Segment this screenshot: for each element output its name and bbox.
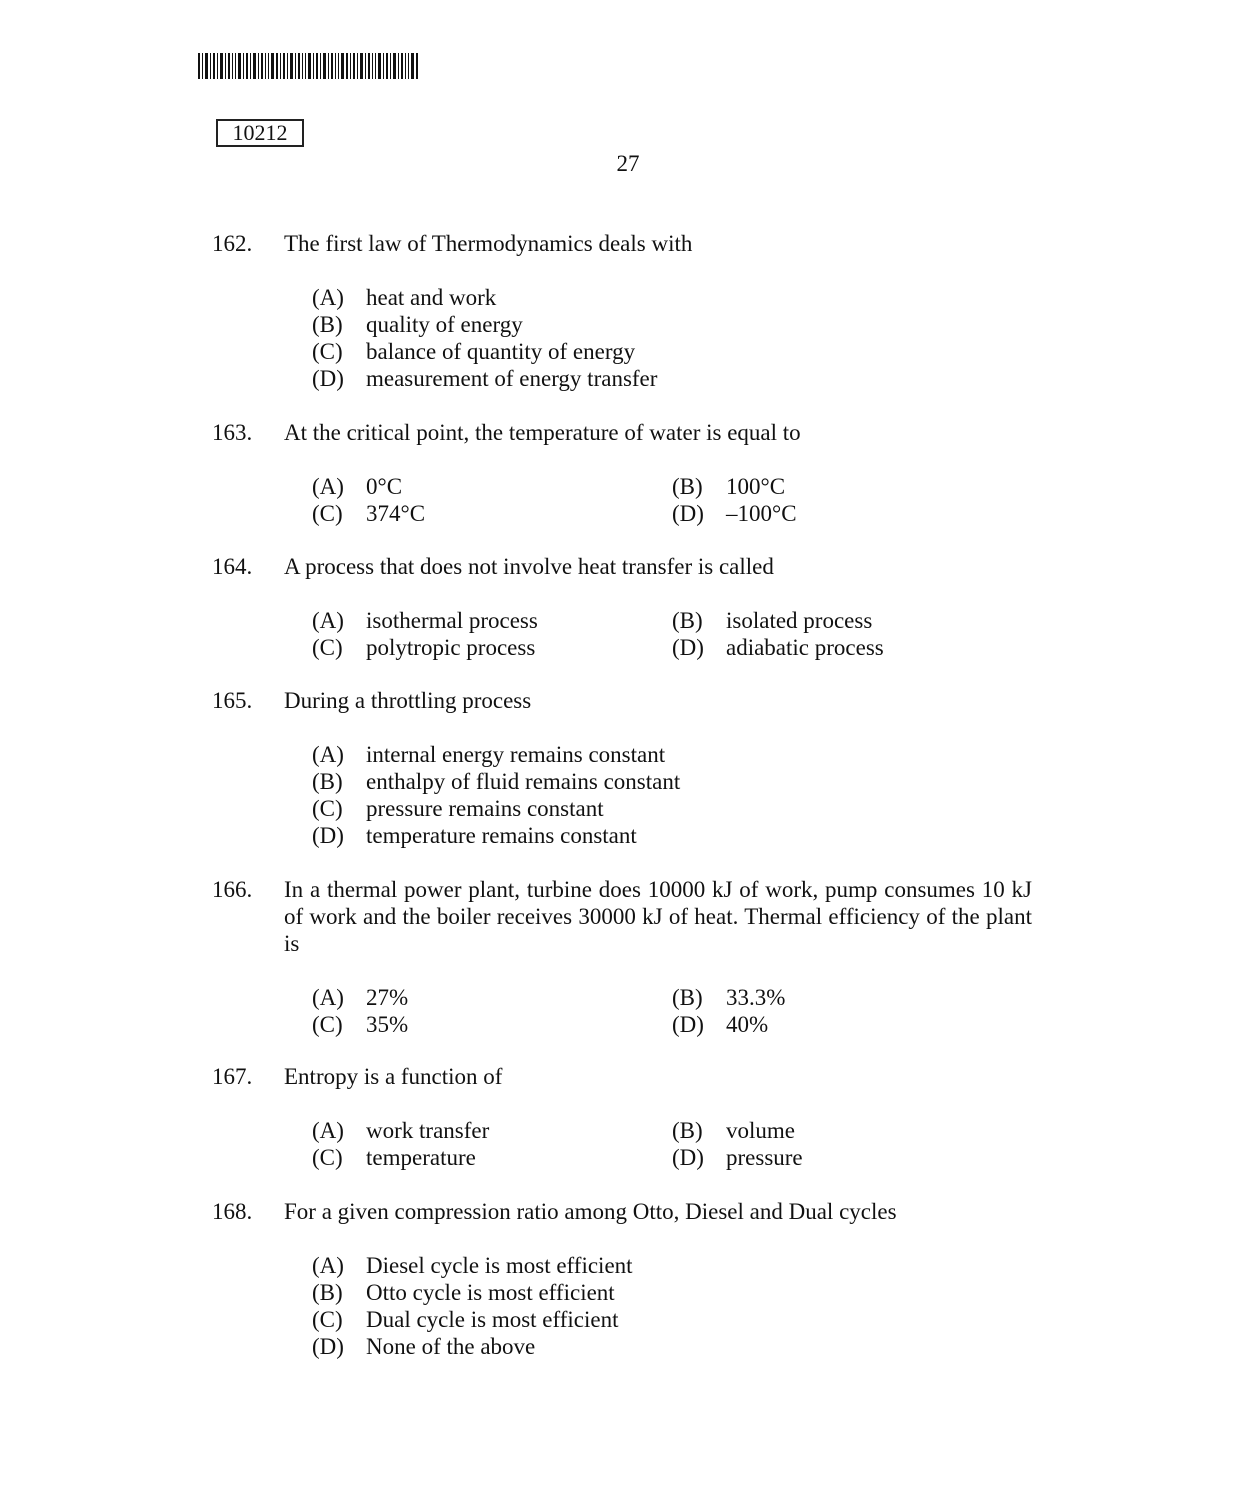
option-label: (A) — [312, 1118, 344, 1143]
option-label: (C) — [312, 501, 343, 526]
page-number: 27 — [616, 151, 640, 176]
option-label: (C) — [312, 1012, 343, 1037]
option-label: (A) — [312, 742, 344, 767]
option-text: heat and work — [366, 285, 497, 310]
option-d — [672, 1011, 1032, 1038]
options-grid — [312, 984, 1032, 1038]
question-text: A process that does not involve heat transfer is called — [284, 554, 774, 579]
option-text: pressure remains constant — [366, 796, 604, 821]
option-b — [312, 311, 674, 338]
question-166 — [212, 876, 1032, 1038]
options-grid — [312, 607, 1032, 661]
option-label: (A) — [312, 1253, 344, 1278]
option-text: polytropic process — [366, 635, 536, 660]
option-label: (B) — [672, 1118, 703, 1143]
option-label: (A) — [312, 608, 344, 633]
option-a — [312, 607, 672, 634]
question-number: 166. — [212, 877, 253, 902]
option-a — [312, 741, 674, 768]
option-text: –100°C — [726, 501, 797, 526]
question-number: 168. — [212, 1199, 253, 1224]
option-text: 0°C — [366, 474, 403, 499]
option-c — [312, 1306, 674, 1333]
option-b — [312, 1279, 674, 1306]
question-text: Entropy is a function of — [284, 1064, 503, 1089]
option-label: (C) — [312, 1145, 343, 1170]
option-label: (C) — [312, 635, 343, 660]
option-text: enthalpy of fluid remains constant — [366, 769, 681, 794]
option-label: (D) — [312, 366, 344, 391]
option-b — [672, 984, 1032, 1011]
option-d — [672, 1144, 1032, 1171]
option-label: (B) — [672, 474, 703, 499]
question-168 — [212, 1198, 1032, 1360]
option-text: 27% — [366, 985, 409, 1010]
question-167 — [212, 1063, 1032, 1171]
question-number: 163. — [212, 420, 253, 445]
options-list — [312, 284, 1032, 392]
option-label: (B) — [312, 312, 343, 337]
option-c — [312, 338, 674, 365]
option-label: (A) — [312, 285, 344, 310]
question-number: 165. — [212, 688, 253, 713]
option-c — [312, 1011, 672, 1038]
option-text: 33.3% — [726, 985, 786, 1010]
option-text: work transfer — [366, 1118, 490, 1143]
option-b — [312, 768, 681, 795]
option-text: adiabatic process — [726, 635, 884, 660]
option-text: 374°C — [366, 501, 426, 526]
option-text: balance of quantity of energy — [366, 339, 636, 364]
options-list — [312, 1252, 1032, 1360]
option-text: pressure — [726, 1145, 803, 1170]
question-text: During a throttling process — [284, 688, 532, 713]
option-text: None of the above — [366, 1334, 536, 1359]
option-text: internal energy remains constant — [366, 742, 666, 767]
option-d — [312, 1333, 674, 1360]
option-c — [312, 795, 674, 822]
option-label: (D) — [312, 823, 344, 848]
question-text: For a given compression ratio among Otto, Diesel and Dual cycles — [284, 1199, 897, 1224]
option-label: (B) — [672, 608, 703, 633]
option-d — [312, 365, 674, 392]
option-text: Otto cycle is most efficient — [366, 1280, 615, 1305]
option-label: (D) — [672, 1012, 704, 1037]
option-text: 35% — [366, 1012, 409, 1037]
option-label: (D) — [672, 501, 704, 526]
option-b — [672, 473, 1032, 500]
option-label: (C) — [312, 339, 343, 364]
option-text: isolated process — [726, 608, 873, 633]
question-text: The first law of Thermodynamics deals with — [284, 231, 693, 256]
question-number: 162. — [212, 231, 253, 256]
question-165 — [212, 687, 1032, 849]
option-text: volume — [726, 1118, 795, 1143]
paper-code: 10212 — [232, 120, 288, 145]
option-label: (C) — [312, 1307, 343, 1332]
option-a — [312, 1117, 672, 1144]
option-a — [312, 984, 672, 1011]
option-label: (B) — [312, 769, 343, 794]
option-text: quality of energy — [366, 312, 523, 337]
paper-code-box — [216, 119, 304, 147]
question-164 — [212, 553, 1032, 661]
option-d — [312, 822, 674, 849]
option-label: (B) — [312, 1280, 343, 1305]
option-d — [672, 634, 1032, 661]
option-label: (D) — [672, 635, 704, 660]
option-text: temperature remains constant — [366, 823, 637, 848]
option-text: measurement of energy transfer — [366, 366, 658, 391]
question-162 — [212, 230, 1032, 392]
option-a — [312, 473, 672, 500]
option-text: 100°C — [726, 474, 786, 499]
question-163 — [212, 419, 1032, 527]
option-label: (A) — [312, 985, 344, 1010]
option-label: (C) — [312, 796, 343, 821]
option-label: (D) — [672, 1145, 704, 1170]
option-d — [672, 500, 1032, 527]
question-text: At the critical point, the temperature of water is equal to — [284, 420, 801, 445]
option-label: (A) — [312, 474, 344, 499]
option-a — [312, 284, 674, 311]
option-text: 40% — [726, 1012, 769, 1037]
question-text: In a thermal power plant, turbine does 10000 kJ of work, pump consumes 10 kJ of work and the boiler receives 30000 kJ of heat. Thermal efficiency of the plant is — [284, 877, 1032, 956]
option-text: temperature — [366, 1145, 476, 1170]
option-b — [672, 1117, 1032, 1144]
barcode — [198, 53, 420, 79]
option-text: Dual cycle is most efficient — [366, 1307, 619, 1332]
options-grid — [312, 473, 1032, 527]
option-c — [312, 634, 672, 661]
option-text: Diesel cycle is most efficient — [366, 1253, 633, 1278]
options-list — [312, 741, 1032, 849]
option-label: (B) — [672, 985, 703, 1010]
option-c — [312, 500, 672, 527]
option-c — [312, 1144, 672, 1171]
question-number: 164. — [212, 554, 253, 579]
question-number: 167. — [212, 1064, 253, 1089]
option-a — [312, 1252, 674, 1279]
option-label: (D) — [312, 1334, 344, 1359]
option-text: isothermal process — [366, 608, 538, 633]
option-b — [672, 607, 1032, 634]
options-grid — [312, 1117, 1032, 1171]
